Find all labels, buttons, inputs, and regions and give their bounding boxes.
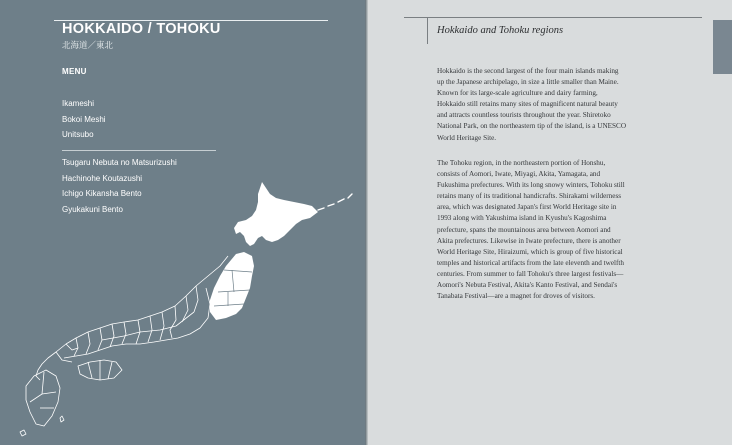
menu-item-ikameshi[interactable]: Ikameshi bbox=[62, 99, 95, 108]
article-heading: Hokkaido and Tohoku regions bbox=[437, 25, 564, 36]
menu-item-hachinohe-koutazushi[interactable]: Hachinohe Koutazushi bbox=[62, 173, 143, 183]
tohoku-shape bbox=[210, 252, 254, 320]
menu-heading: MENU bbox=[62, 67, 87, 76]
japan-map bbox=[0, 180, 366, 445]
menu-item-bokoi-meshi[interactable]: Bokoi Meshi bbox=[62, 114, 106, 124]
hokkaido-shape bbox=[234, 182, 318, 246]
kuril-islands bbox=[318, 194, 352, 210]
page-tab[interactable] bbox=[713, 20, 732, 74]
prefecture-outlines bbox=[20, 256, 228, 436]
page-subtitle: 北海道／東北 bbox=[62, 40, 114, 50]
page-title: HOKKAIDO / TOHOKU bbox=[62, 21, 221, 37]
menu-group-1 bbox=[62, 96, 106, 143]
header-rule bbox=[404, 17, 702, 18]
menu-item-unitsubo[interactable]: Unitsubo bbox=[62, 130, 94, 139]
header-tick bbox=[427, 17, 428, 44]
menu-item-gyukakuni-bento[interactable]: Gyukakuni Bento bbox=[62, 204, 123, 214]
menu-item-ichigo-kikansha-bento[interactable]: Ichigo Kikansha Bento bbox=[62, 189, 142, 198]
menu-item-tsugaru-nebuta[interactable]: Tsugaru Nebuta no Matsurizushi bbox=[62, 158, 177, 167]
highlighted-regions bbox=[210, 182, 318, 320]
menu-divider bbox=[62, 150, 216, 151]
article-paragraph-1: Hokkaido is the second largest of the four main islands making up the Japanese archipelago, in size a little smaller than Maine. Known for its large-scale agriculture and dairy farming, Hokkaido still retains many sites of magnificent natural beauty and attracts countless tourists throughout the year. Shiretoko National Park, on the northeastern tip of the island, is a UNESCO World Heritage Site. bbox=[437, 67, 627, 142]
article-paragraph-2: The Tohoku region, in the northeastern portion of Honshu, consists of Aomori, Iwate, Miyagi, Akita, Yamagata, and Fukushima prefectures. With its long snowy winters, Tohoku still retains many of its traditional handicrafts. Shirakami wilderness area, which was designated Japan's first World Heritage site in 1993 along with Yakushima island in Kyushu's Kagoshima prefecture, spans the mountainous area between Aomori and Akita prefectures. Likewise in Iwate prefecture, there is another World Heritage Site, Hiraizumi, which is group of five historical temples and historical artifacts from the late eleventh and twelfth centuries. From summer to fall Tohoku's three largest festivals—Aomori's Nebuta Festival, Akita's Kanto Festival, and Sendai's Tanabata Festival—are a magnet for droves of visitors. bbox=[437, 159, 625, 301]
